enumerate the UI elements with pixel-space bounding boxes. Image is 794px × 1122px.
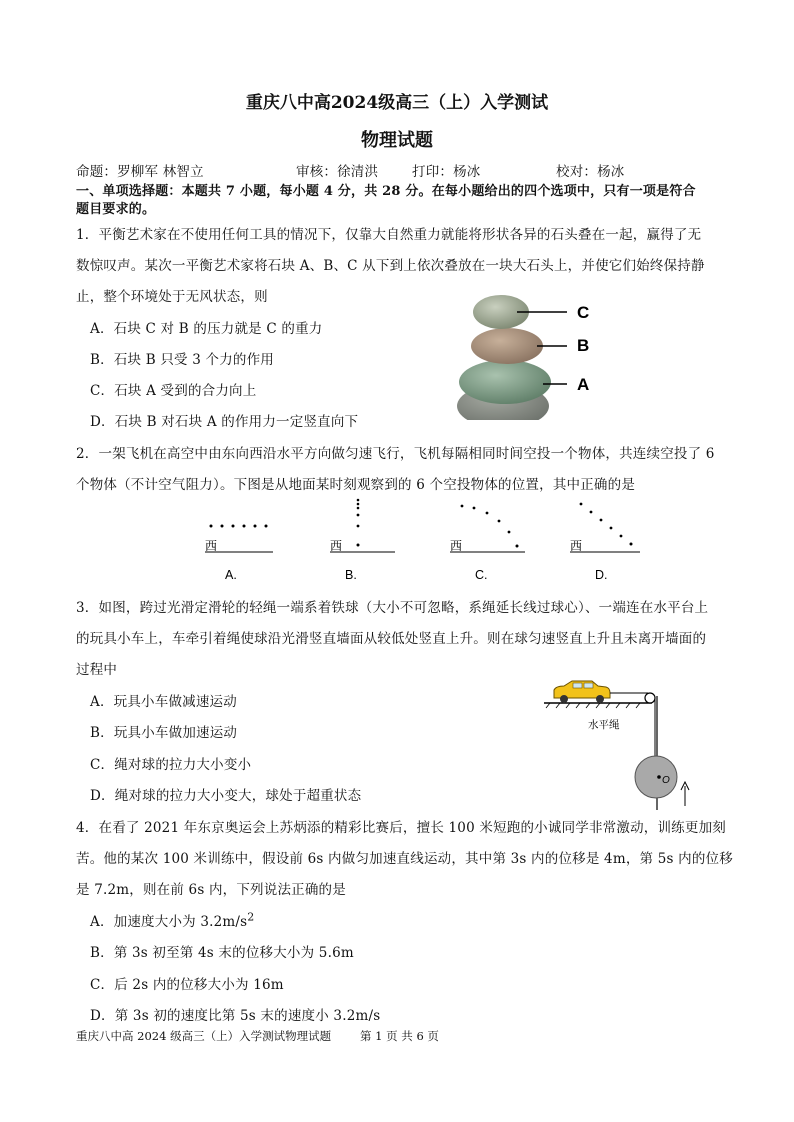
q3-stem-line3: 过程中 — [76, 662, 118, 678]
car-pulley-figure — [540, 676, 690, 816]
iron-ball — [635, 756, 677, 798]
q4-stem-line2: 苦。他的某次 100 米训练中，假设前 6s 内做匀加速直线运动，其中第 3s 内的位移是 4m，第 5s 内的位移 — [76, 851, 733, 867]
stone-b — [471, 328, 543, 364]
pattern-b — [330, 499, 395, 582]
rope-label: 水平绳 — [588, 719, 620, 731]
west-label-c: 西 — [450, 539, 463, 553]
q4-stem-line3: 是 7.2m，则在前 6s 内，下列说法正确的是 — [76, 882, 346, 898]
option-label-d: D. — [595, 568, 608, 582]
footer-page-number: 第 1 页 共 6 页 — [360, 1029, 439, 1043]
q4-stem-line1: 4．在看了 2021 年东京奥运会上苏炳添的精彩比赛后，擅长 100 米短跑的小诚同学非常激动，训练更加刻 — [76, 820, 726, 836]
label-a: A — [577, 375, 590, 394]
exam-subtitle: 物理试题 — [361, 130, 433, 151]
west-label-a: 西 — [205, 539, 218, 553]
q4-option-b: B．第 3s 初至第 4s 末的位移大小为 5.6m — [90, 945, 354, 961]
label-c: C — [577, 303, 590, 322]
stone-stack-figure — [455, 288, 615, 420]
q4-option-c: C．后 2s 内的位移大小为 16m — [90, 977, 284, 993]
exam-title: 重庆八中高2024级高三（上）入学测试 — [245, 93, 549, 113]
q1-option-b: B．石块 B 只受 3 个力的作用 — [90, 352, 274, 368]
q4-option-d: D．第 3s 初的速度比第 5s 末的速度小 3.2m/s — [90, 1008, 381, 1024]
q4-option-a-text: A．加速度大小为 3.2m/s — [90, 914, 248, 930]
q4-option-a-exponent: 2 — [247, 910, 255, 924]
q3-stem-line2: 的玩具小车上，车牵引着绳使球沿光滑竖直墙面从较低处竖直上升。则在球匀速竖直上升且未离开墙面的 — [76, 631, 707, 647]
q3-stem-line1: 3．如图，跨过光滑定滑轮的轻绳一端系着铁球（大小不可忽略，系绳延长线过球心）、一端连在水平台上 — [76, 600, 709, 616]
ball-center-dot — [657, 775, 661, 779]
pattern-c — [450, 505, 525, 582]
pattern-d — [570, 503, 640, 582]
label-b: B — [577, 336, 590, 355]
section-heading-line2: 题目要求的。 — [76, 202, 156, 217]
stone-a — [459, 360, 551, 404]
q1-option-d: D．石块 B 对石块 A 的作用力一定竖直向下 — [90, 414, 359, 430]
q3-option-a: A．玩具小车做减速运动 — [90, 694, 237, 710]
q3-option-c: C．绳对球的拉力大小变小 — [90, 757, 252, 773]
drop-pattern-figures — [195, 496, 655, 586]
staff-printer: 打印：杨冰 — [412, 164, 481, 180]
section-heading-line1: 一、单项选择题：本题共 7 小题，每小题 4 分，共 28 分。在每小题给出的四个选项中，只有一项是符合 — [76, 184, 696, 199]
ball-center-label: O — [662, 775, 670, 786]
pattern-a — [205, 525, 273, 583]
footer-exam-name: 重庆八中高 2024 级高三（上）入学测试物理试题 — [76, 1029, 332, 1043]
option-label-b: B. — [345, 568, 357, 582]
staff-proofreader: 校对：杨冰 — [556, 164, 625, 180]
option-label-c: C. — [475, 568, 488, 582]
q2-stem-line2: 个物体（不计空气阻力）。下图是从地面某时刻观察到的 6 个空投物体的位置，其中正确的是 — [76, 477, 636, 493]
west-label-b: 西 — [330, 539, 343, 553]
option-label-a: A. — [225, 568, 237, 582]
toy-car — [554, 681, 610, 703]
q1-option-c: C．石块 A 受到的合力向上 — [90, 383, 257, 399]
q3-option-b: B．玩具小车做加速运动 — [90, 725, 238, 741]
pulley — [645, 693, 655, 703]
west-label-d: 西 — [570, 539, 583, 553]
staff-author: 命题：罗柳军 林智立 — [76, 164, 204, 180]
staff-reviewer: 审核：徐清洪 — [296, 164, 379, 180]
q3-option-d: D．绳对球的拉力大小变大，球处于超重状态 — [90, 788, 362, 804]
q2-stem-line1: 2．一架飞机在高空中由东向西沿水平方向做匀速飞行，飞机每隔相同时间空投一个物体，共连续空投了 6 — [76, 446, 715, 462]
q1-stem-line3: 止，整个环境处于无风状态，则 — [76, 289, 268, 305]
q1-stem-line2: 数惊叹声。某次一平衡艺术家将石块 A、B、C 从下到上依次叠放在一块大石头上，并使它们始终保持静 — [76, 258, 705, 274]
q4-option-a — [90, 910, 255, 930]
q1-stem-line1: 1．平衡艺术家在不使用任何工具的情况下，仅靠大自然重力就能将形状各异的石头叠在一起，赢得了无 — [76, 227, 702, 243]
q1-option-a: A．石块 C 对 B 的压力就是 C 的重力 — [90, 321, 323, 337]
